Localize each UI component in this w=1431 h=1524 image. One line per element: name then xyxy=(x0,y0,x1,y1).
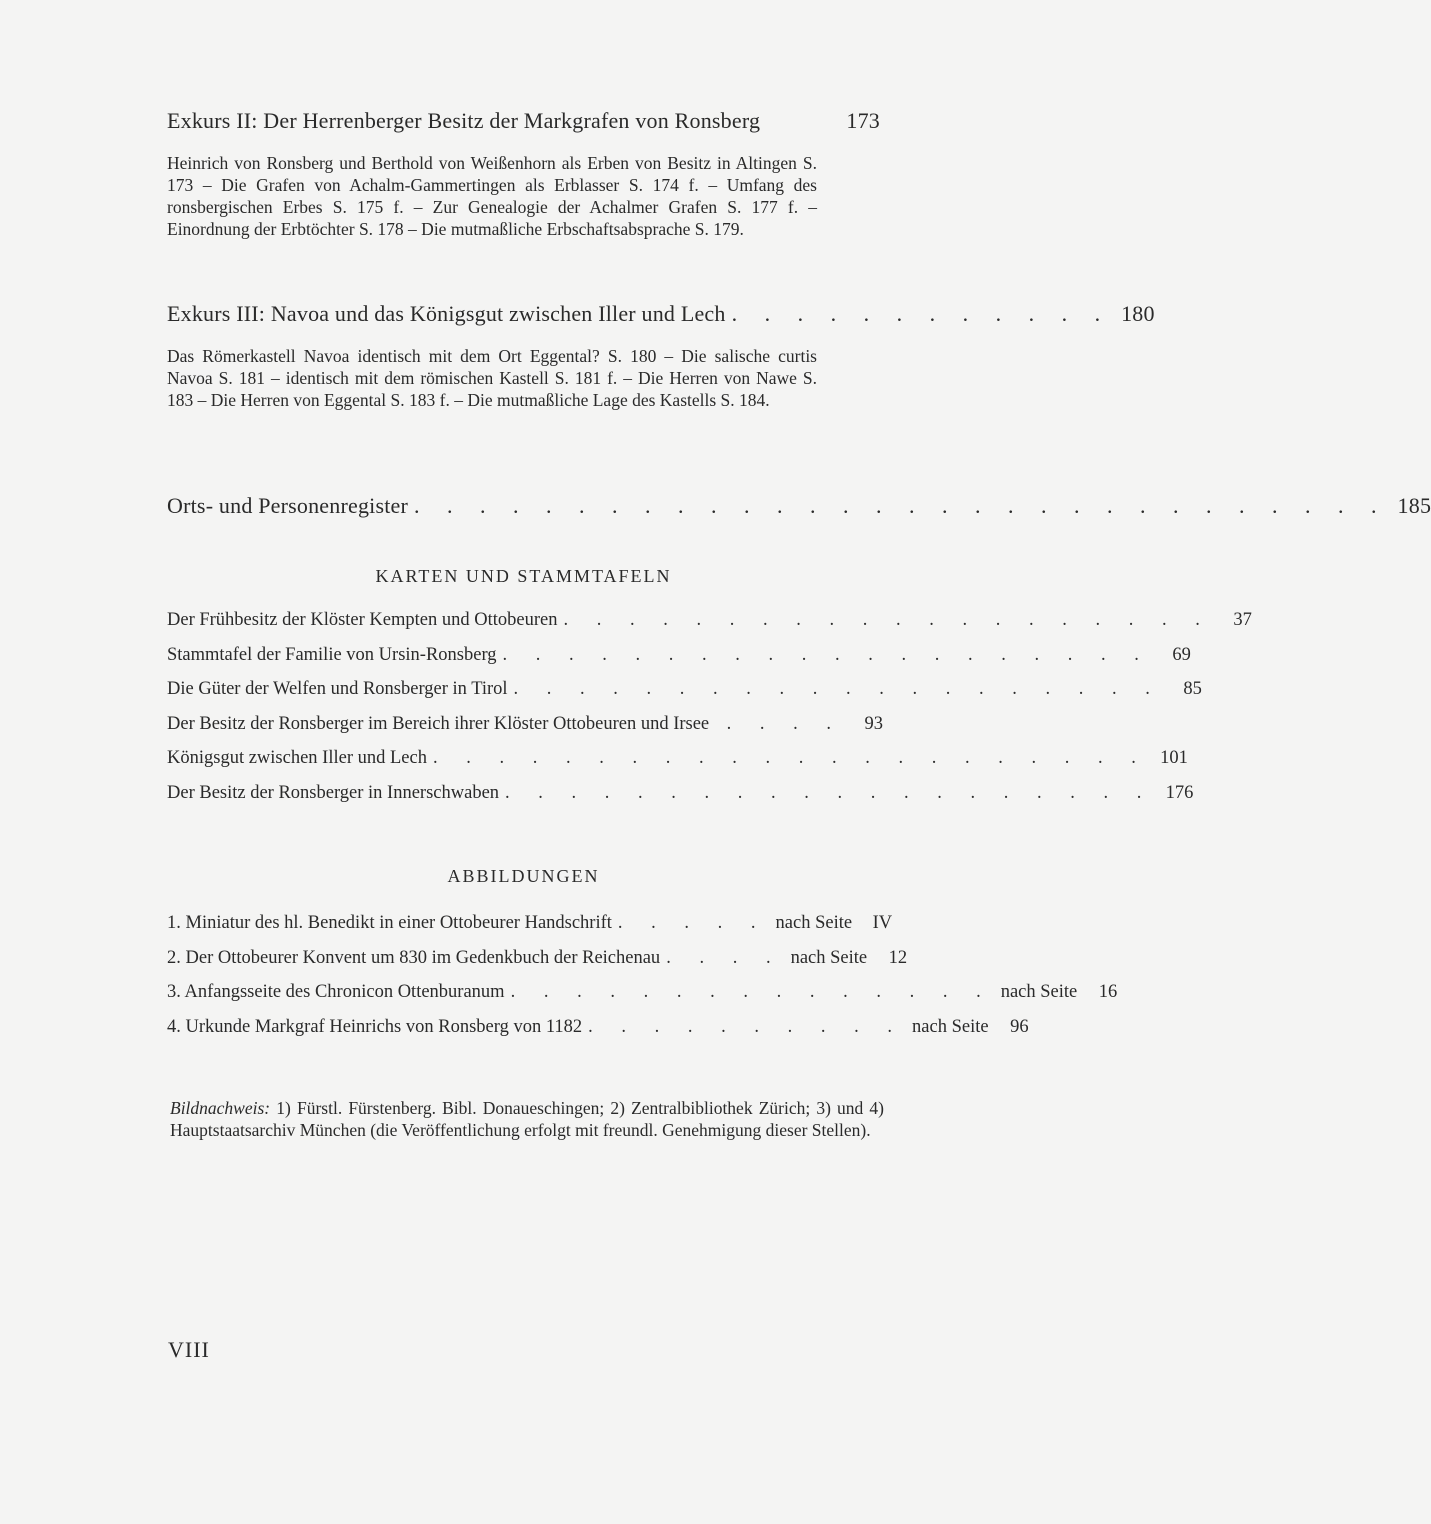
item-page: 69 xyxy=(1172,644,1191,665)
list-item xyxy=(167,982,1118,1017)
maps-list xyxy=(167,610,1252,817)
entry-page: 180 xyxy=(1121,301,1155,326)
entry-title: Orts- und Personenregister xyxy=(167,493,409,518)
toc-entry-register xyxy=(167,493,1431,519)
toc-entry-line xyxy=(167,108,880,134)
item-page: 85 xyxy=(1183,679,1202,699)
toc-entry-exkurs-3 xyxy=(167,301,1155,411)
leader-dots: . . . . xyxy=(666,947,783,968)
entry-title: Exkurs III: Navoa und das Königsgut zwischen Iller und Lech xyxy=(167,301,726,326)
item-label: Der Besitz der Ronsberger in Innerschwaben xyxy=(167,782,500,803)
after-label: nach Seite xyxy=(1000,982,1078,1002)
item-label: 1. Miniatur des hl. Benedikt in einer Ottobeurer Handschrift xyxy=(167,913,612,933)
list-item xyxy=(167,947,908,983)
credit-label: Bildnachweis: xyxy=(170,1098,271,1118)
toc-entry-line xyxy=(167,301,1155,327)
leader-dots: . . . . . xyxy=(617,913,768,933)
entry-page: 185 xyxy=(1397,493,1431,518)
item-label: Der Besitz der Ronsberger im Bereich ihrer Klöster Ottobeuren und Irsee xyxy=(167,713,710,734)
item-label: 2. Der Ottobeurer Konvent um 830 im Gedenkbuch der Reichenau xyxy=(167,947,661,968)
after-label: nach Seite xyxy=(790,947,868,968)
leader-dots: . . . . xyxy=(726,713,843,734)
item-page: 96 xyxy=(1010,1016,1029,1037)
leader-dots: . . . . . . . . . . . . . . . . . . . . xyxy=(513,679,1162,699)
leader-dots: . . . . . . . . . . . . . . . . . . . . xyxy=(502,644,1151,665)
after-label: nach Seite xyxy=(775,913,853,933)
item-label: Die Güter der Welfen und Ronsberger in Tirol xyxy=(167,679,508,699)
list-item xyxy=(167,748,1188,783)
leader-dots: . . . . . . . . . . . . . . . xyxy=(510,982,993,1002)
item-page: 93 xyxy=(864,713,883,734)
entry-summary: Das Römerkastell Navoa identisch mit dem Ort Eggental? S. 180 – Die salische curtis Navoa S. 181 – identisch mit dem römischen Kastell S. 181 f. – Die Herren von Nawe S. 183 – Die Herren von Eggental S. 183 f. – Die mutmaßliche Lage des Kastells S. 184. xyxy=(167,346,817,410)
item-page: IV xyxy=(872,913,893,933)
list-item xyxy=(167,913,893,948)
after-label: nach Seite xyxy=(912,1016,989,1037)
toc-entry-exkurs-2 xyxy=(167,108,880,240)
item-label: Der Frühbesitz der Klöster Kempten und Ottobeuren xyxy=(167,610,558,630)
item-page: 176 xyxy=(1165,782,1194,803)
item-label: Stammtafel der Familie von Ursin-Ronsberg xyxy=(167,644,497,665)
page-folio: VIII xyxy=(168,1337,210,1362)
list-item xyxy=(167,714,883,749)
item-label: Königsgut zwischen Iller und Lech xyxy=(167,748,427,768)
leader-dots: . . . . . . . . . . . . . . . . . . . . . . xyxy=(432,748,1148,768)
list-item xyxy=(167,1016,1029,1052)
leader-dots: . . . . . . . . . . . . . . . . . . . . xyxy=(563,610,1212,630)
list-item xyxy=(167,782,1194,818)
item-label: 3. Anfangsseite des Chronicon Ottenburanum xyxy=(167,982,505,1002)
item-page: 101 xyxy=(1160,748,1188,768)
leader-dots: . . . . . . . . . . xyxy=(588,1016,905,1037)
entry-summary: Heinrich von Ronsberg und Berthold von Weißenhorn als Erben von Besitz in Altingen S. 173 – Die Grafen von Achalm-Gammertingen als Erblasser S. 174 f. – Umfang des ronsbergischen Erbes S. 175 f. – Zur Genealogie der Achalmer Grafen S. 177 f. – Einordnung der Erbtöchter S. 178 – Die mutmaßliche Erbschaftsabsprache S. 179. xyxy=(167,153,817,239)
entry-title: Exkurs II: Der Herrenberger Besitz der Markgrafen von Ronsberg xyxy=(167,108,761,133)
item-label: 4. Urkunde Markgraf Heinrichs von Ronsberg von 1182 xyxy=(167,1016,583,1037)
item-page: 12 xyxy=(888,947,908,968)
leader-dots: . . . . . . . . . . . . . . . . . . . . . . . . . . . . . . xyxy=(414,493,1388,518)
list-item xyxy=(167,644,1191,680)
credit-text: 1) Fürstl. Fürstenberg. Bibl. Donaueschingen; 2) Zentralbibliothek Zürich; 3) und 4) Hauptstaatsarchiv München (die Veröffentlichung erfolgt mit freundl. Genehmigung dieser Stellen). xyxy=(170,1098,885,1140)
toc-entry-line xyxy=(167,493,1431,519)
maps-heading: KARTEN UND STAMMTAFELN xyxy=(375,566,672,586)
list-item xyxy=(167,679,1202,714)
image-credit xyxy=(170,1097,884,1141)
item-page: 37 xyxy=(1233,610,1252,630)
list-item xyxy=(167,610,1252,645)
item-page: 16 xyxy=(1098,982,1118,1002)
leader-dots: . . . . . . . . . . . . . . . . . . . . xyxy=(505,782,1154,803)
entry-page: 173 xyxy=(846,108,880,133)
figures-list xyxy=(167,913,1118,1051)
figures-heading: ABBILDUNGEN xyxy=(447,866,600,886)
leader-dots: . . . . . . . . . . . . xyxy=(731,301,1112,326)
